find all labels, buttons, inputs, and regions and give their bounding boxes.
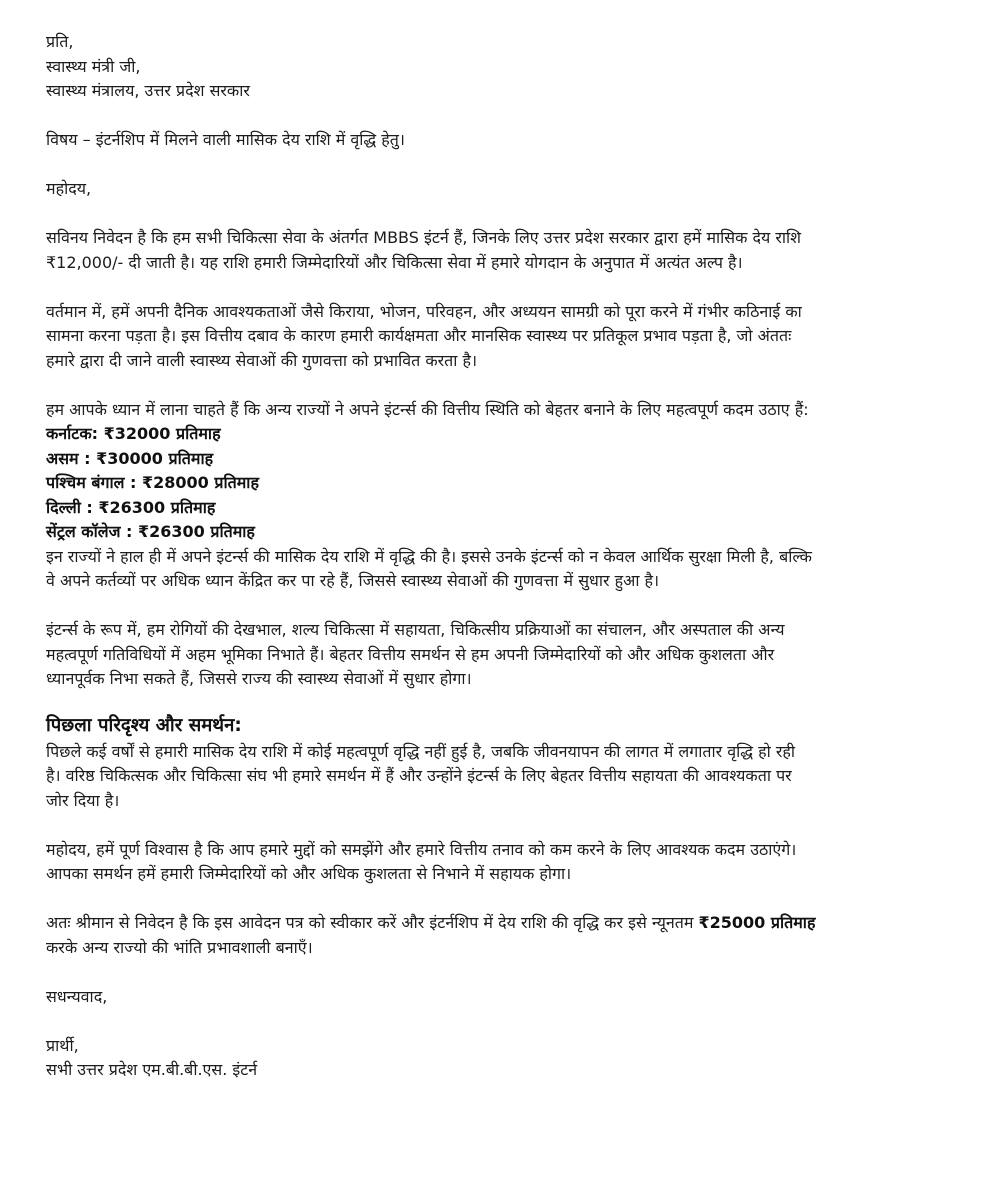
paragraph-request <box>46 911 946 960</box>
state-stipend-item: सेंट्रल कॉलेज : ₹26300 प्रतिमाह <box>46 522 255 541</box>
letter-document <box>46 30 946 1083</box>
signature-block <box>46 1034 946 1083</box>
section-heading: पिछला परिदृश्य और समर्थन: <box>46 714 242 736</box>
address-line: स्वास्थ्य मंत्री जी, <box>46 56 141 76</box>
paragraph-confidence <box>46 838 946 887</box>
paragraph-line: इंटर्न्स के रूप में, हम रोगियों की देखभाल, शल्य चिकित्सा में सहायता, चिकित्सीय प्रक्रियाओं का संचालन, और अस्पताल की अन्य <box>46 620 785 639</box>
requested-amount: ₹25000 प्रतिमाह <box>698 913 816 932</box>
paragraph-line: महोदय, हमें पूर्ण विश्वास है कि आप हमारे मुद्दों को समझेंगे और हमारे वित्तीय तनाव को कम करने के लिए आवश्यक कदम उठाएंगे। <box>46 839 797 859</box>
paragraph-line: ध्यानपूर्वक निभा सकते हैं, जिससे राज्य की स्वास्थ्य सेवाओं में सुधार होगा। <box>46 669 472 688</box>
salutation: महोदय, <box>46 179 92 198</box>
paragraph-intro <box>46 226 946 275</box>
request-text: अतः श्रीमान से निवेदन है कि इस आवेदन पत्र को स्वीकार करें और इंटर्नशिप में देय राशि की वृद्धि कर इसे न्यूनतम <box>46 913 699 932</box>
closing: सधन्यवाद, <box>46 986 108 1006</box>
recipient-address <box>46 30 946 104</box>
state-stipend-item: पश्चिम बंगाल : ₹28000 प्रतिमाह <box>46 473 259 492</box>
paragraph-line: महत्वपूर्ण गतिविधियों में अहम भूमिका निभाते हैं। बेहतर वित्तीय समर्थन से हम अपनी जिम्मेदारियों को और अधिक कुशलता और <box>46 644 775 664</box>
signature-line: सभी उत्तर प्रदेश एम.बी.बी.एस. इंटर्न <box>46 1060 258 1079</box>
paragraph-line: हमारे द्वारा दी जाने वाली स्वास्थ्य सेवाओं की गुणवत्ता को प्रभावित करता है। <box>46 350 478 370</box>
paragraph-line: पिछले कई वर्षों से हमारी मासिक देय राशि में कोई महत्वपूर्ण वृद्धि नहीं हुई है, जबकि जीवनयापन की लागत में लगातार वृद्धि हो रही <box>46 741 796 761</box>
subject-line: विषय – इंटर्नशिप में मिलने वाली मासिक देय राशि में वृद्धि हेतु। <box>46 130 405 149</box>
paragraph-line: सामना करना पड़ता है। इस वित्तीय दबाव के कारण हमारी कार्यक्षमता और मानसिक स्वास्थ्य पर प्रतिकूल प्रभाव पड़ता है, जो अंततः <box>46 326 792 345</box>
paragraph-hardship <box>46 300 946 374</box>
paragraph-line: आपका समर्थन हमें हमारी जिम्मेदारियों को और अधिक कुशलता से निभाने में सहायक होगा। <box>46 864 572 883</box>
paragraph-line: इन राज्यों ने हाल ही में अपने इंटर्न्स की मासिक देय राशि में वृद्धि की है। इससे उनके इंटर्न्स को न केवल आर्थिक सुरक्षा मिली है, बल्कि <box>46 546 812 566</box>
address-line: प्रति, <box>46 32 74 51</box>
state-stipend-item: दिल्ली : ₹26300 प्रतिमाह <box>46 497 216 517</box>
paragraph-line: हम आपके ध्यान में लाना चाहते हैं कि अन्य राज्यों ने अपने इंटर्न्स की वित्तीय स्थिति को बेहतर बनाने के लिए महत्वपूर्ण कदम उठाए हैं: <box>46 399 809 419</box>
paragraph-line: वर्तमान में, हमें अपनी दैनिक आवश्यकताओं जैसे किराया, भोजन, परिवहन, और अध्ययन सामग्री को पूरा करने में गंभीर कठिनाई का <box>46 301 802 321</box>
paragraph-line: सविनय निवेदन है कि हम सभी चिकित्सा सेवा के अंतर्गत MBBS इंटर्न हैं, जिनके लिए उत्तर प्रदेश सरकार द्वारा हमें मासिक देय राशि <box>46 228 802 247</box>
state-stipend-item: असम : ₹30000 प्रतिमाह <box>46 448 214 468</box>
paragraph-line: वे अपने कर्तव्यों पर अधिक ध्यान केंद्रित कर पा रहे हैं, जिससे स्वास्थ्य सेवाओं की गुणवत्ता में सुधार हुआ है। <box>46 571 660 590</box>
paragraph-line: करके अन्य राज्यो की भांति प्रभावशाली बनाएँ। <box>46 937 313 957</box>
paragraph-intern-role <box>46 618 946 692</box>
paragraph-background <box>46 740 946 814</box>
signature-line: प्रार्थी, <box>46 1035 79 1055</box>
address-line: स्वास्थ्य मंत्रालय, उत्तर प्रदेश सरकार <box>46 81 250 100</box>
state-stipend-item: कर्नाटक: ₹32000 प्रतिमाह <box>46 424 221 443</box>
paragraph-line: है। वरिष्ठ चिकित्सक और चिकित्सा संघ भी हमारे समर्थन में हैं और उन्होंने इंटर्न्स के लिए बेहतर वित्तीय सहायता की आवश्यकता पर <box>46 766 792 785</box>
paragraph-line: जोर दिया है। <box>46 790 120 810</box>
paragraph-other-states <box>46 398 946 594</box>
paragraph-line <box>46 911 946 936</box>
paragraph-line: ₹12,000/- दी जाती है। यह राशि हमारी जिम्मेदारियों और चिकित्सा सेवा में हमारे योगदान के अनुपात में अत्यंत अल्प है। <box>46 252 743 272</box>
